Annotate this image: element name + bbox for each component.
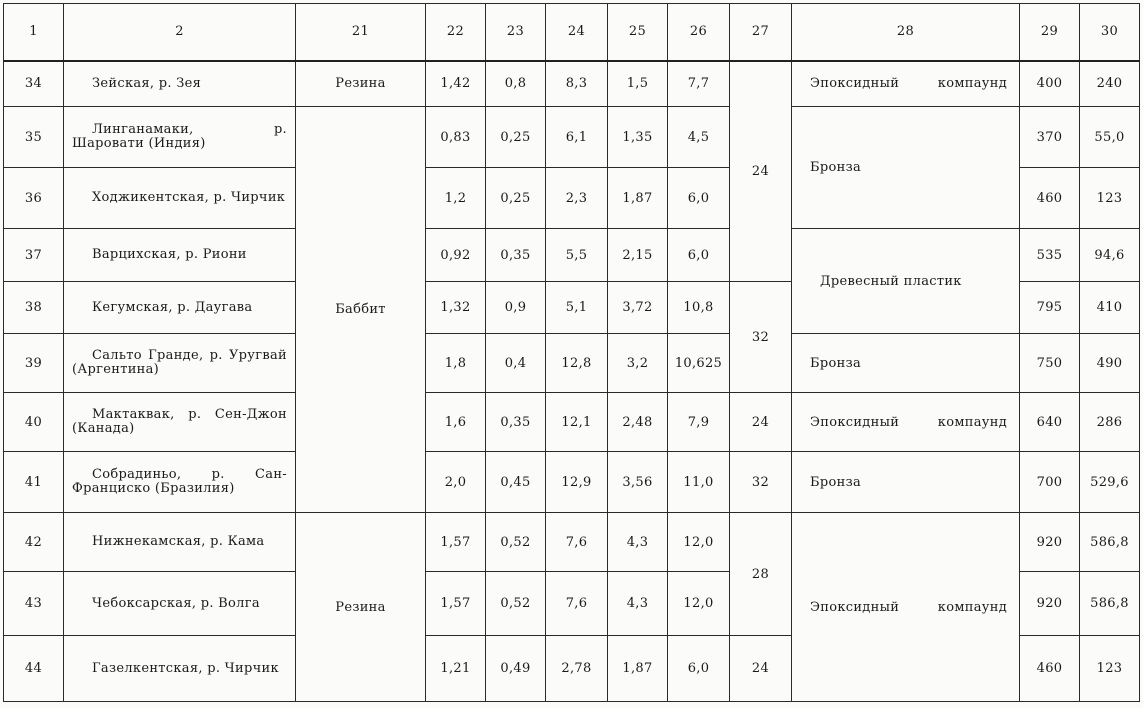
value-25: 2,48 [608, 393, 668, 452]
value-25: 4,3 [608, 513, 668, 572]
row-number: 39 [4, 334, 64, 393]
value-25: 1,35 [608, 107, 668, 168]
value-24: 12,8 [546, 334, 608, 393]
value-24: 5,5 [546, 229, 608, 282]
value-25: 4,3 [608, 572, 668, 636]
value-26: 12,0 [668, 572, 730, 636]
row-number: 34 [4, 61, 64, 107]
header-cell-26: 26 [668, 4, 730, 61]
value-29: 750 [1020, 334, 1080, 393]
header-cell-30: 30 [1080, 4, 1140, 61]
value-22: 1,8 [426, 334, 486, 393]
value-22: 1,21 [426, 636, 486, 702]
station-name: Линганамаки, р. Шаровати (Индия) [64, 107, 296, 168]
coating-material: Бронза [792, 334, 1020, 393]
value-24: 6,1 [546, 107, 608, 168]
row-number: 36 [4, 168, 64, 229]
station-name: Варцихская, р. Риони [64, 229, 296, 282]
station-name: Газелкентская, р. Чирчик [64, 636, 296, 702]
bearing-material: Баббит [296, 107, 426, 513]
row-number: 43 [4, 572, 64, 636]
value-24: 12,9 [546, 452, 608, 513]
row-number: 44 [4, 636, 64, 702]
value-26: 7,9 [668, 393, 730, 452]
value-22: 2,0 [426, 452, 486, 513]
value-26: 6,0 [668, 229, 730, 282]
value-26: 10,8 [668, 282, 730, 334]
table-row [4, 334, 1140, 393]
value-29: 640 [1020, 393, 1080, 452]
value-26: 10,625 [668, 334, 730, 393]
value-24: 2,78 [546, 636, 608, 702]
value-29: 920 [1020, 572, 1080, 636]
station-name: Ходжикентская, р. Чирчик [64, 168, 296, 229]
value-24: 8,3 [546, 61, 608, 107]
header-cell-29: 29 [1020, 4, 1080, 61]
header-cell-28: 28 [792, 4, 1020, 61]
value-27: 32 [730, 452, 792, 513]
station-name: Нижнекамская, р. Кама [64, 513, 296, 572]
coating-material: Бронза [792, 107, 1020, 229]
value-22: 0,83 [426, 107, 486, 168]
table-row [4, 61, 1140, 107]
value-22: 1,57 [426, 572, 486, 636]
value-30: 123 [1080, 168, 1140, 229]
station-name: Собрадиньо, р. Сан-Франциско (Бразилия) [64, 452, 296, 513]
table-row [4, 107, 1140, 168]
value-30: 55,0 [1080, 107, 1140, 168]
value-26: 6,0 [668, 168, 730, 229]
value-26: 12,0 [668, 513, 730, 572]
value-24: 7,6 [546, 572, 608, 636]
table-header-row [4, 4, 1140, 61]
value-29: 400 [1020, 61, 1080, 107]
table-row [4, 229, 1140, 282]
value-24: 12,1 [546, 393, 608, 452]
value-29: 700 [1020, 452, 1080, 513]
row-number: 35 [4, 107, 64, 168]
value-27: 24 [730, 61, 792, 282]
row-number: 38 [4, 282, 64, 334]
value-25: 2,15 [608, 229, 668, 282]
coating-material: Эпоксидный компаунд [792, 61, 1020, 107]
value-29: 795 [1020, 282, 1080, 334]
value-30: 586,8 [1080, 572, 1140, 636]
value-23: 0,9 [486, 282, 546, 334]
value-22: 0,92 [426, 229, 486, 282]
value-30: 94,6 [1080, 229, 1140, 282]
value-23: 0,52 [486, 513, 546, 572]
value-26: 11,0 [668, 452, 730, 513]
header-cell-22: 22 [426, 4, 486, 61]
table-row [4, 513, 1140, 572]
row-number: 40 [4, 393, 64, 452]
value-25: 3,72 [608, 282, 668, 334]
data-table [3, 3, 1140, 702]
bearing-material: Резина [296, 513, 426, 702]
value-22: 1,6 [426, 393, 486, 452]
station-name: Кегумская, р. Даугава [64, 282, 296, 334]
header-cell-24: 24 [546, 4, 608, 61]
value-25: 1,87 [608, 168, 668, 229]
bearing-material: Резина [296, 61, 426, 107]
value-30: 410 [1080, 282, 1140, 334]
value-24: 5,1 [546, 282, 608, 334]
value-23: 0,49 [486, 636, 546, 702]
value-22: 1,32 [426, 282, 486, 334]
value-23: 0,4 [486, 334, 546, 393]
value-27: 24 [730, 636, 792, 702]
value-26: 7,7 [668, 61, 730, 107]
value-25: 3,56 [608, 452, 668, 513]
value-30: 490 [1080, 334, 1140, 393]
value-24: 2,3 [546, 168, 608, 229]
value-23: 0,52 [486, 572, 546, 636]
value-25: 1,5 [608, 61, 668, 107]
station-name: Сальто Гранде, р. Уругвай (Аргентина) [64, 334, 296, 393]
header-cell-25: 25 [608, 4, 668, 61]
value-23: 0,8 [486, 61, 546, 107]
coating-material: Эпоксидный компаунд [792, 513, 1020, 702]
value-25: 1,87 [608, 636, 668, 702]
value-29: 460 [1020, 168, 1080, 229]
header-cell-2: 2 [64, 4, 296, 61]
value-25: 3,2 [608, 334, 668, 393]
value-23: 0,45 [486, 452, 546, 513]
value-27: 24 [730, 393, 792, 452]
station-name: Зейская, р. Зея [64, 61, 296, 107]
coating-material: Бронза [792, 452, 1020, 513]
value-27: 28 [730, 513, 792, 636]
value-23: 0,35 [486, 393, 546, 452]
value-22: 1,57 [426, 513, 486, 572]
table-row [4, 393, 1140, 452]
coating-material: Древесный пластик [792, 229, 1020, 334]
station-name: Чебоксарская, р. Волга [64, 572, 296, 636]
value-30: 286 [1080, 393, 1140, 452]
row-number: 41 [4, 452, 64, 513]
value-29: 535 [1020, 229, 1080, 282]
row-number: 42 [4, 513, 64, 572]
row-number: 37 [4, 229, 64, 282]
value-24: 7,6 [546, 513, 608, 572]
value-29: 460 [1020, 636, 1080, 702]
value-26: 6,0 [668, 636, 730, 702]
header-cell-21: 21 [296, 4, 426, 61]
header-cell-23: 23 [486, 4, 546, 61]
value-22: 1,42 [426, 61, 486, 107]
header-cell-1: 1 [4, 4, 64, 61]
value-27: 32 [730, 282, 792, 393]
value-23: 0,25 [486, 107, 546, 168]
value-30: 240 [1080, 61, 1140, 107]
value-30: 123 [1080, 636, 1140, 702]
value-22: 1,2 [426, 168, 486, 229]
value-30: 529,6 [1080, 452, 1140, 513]
station-name: Мактаквак, р. Сен-Джон (Канада) [64, 393, 296, 452]
coating-material: Эпоксидный компаунд [792, 393, 1020, 452]
value-23: 0,35 [486, 229, 546, 282]
value-29: 920 [1020, 513, 1080, 572]
value-26: 4,5 [668, 107, 730, 168]
table-row [4, 452, 1140, 513]
value-30: 586,8 [1080, 513, 1140, 572]
header-cell-27: 27 [730, 4, 792, 61]
value-23: 0,25 [486, 168, 546, 229]
value-29: 370 [1020, 107, 1080, 168]
